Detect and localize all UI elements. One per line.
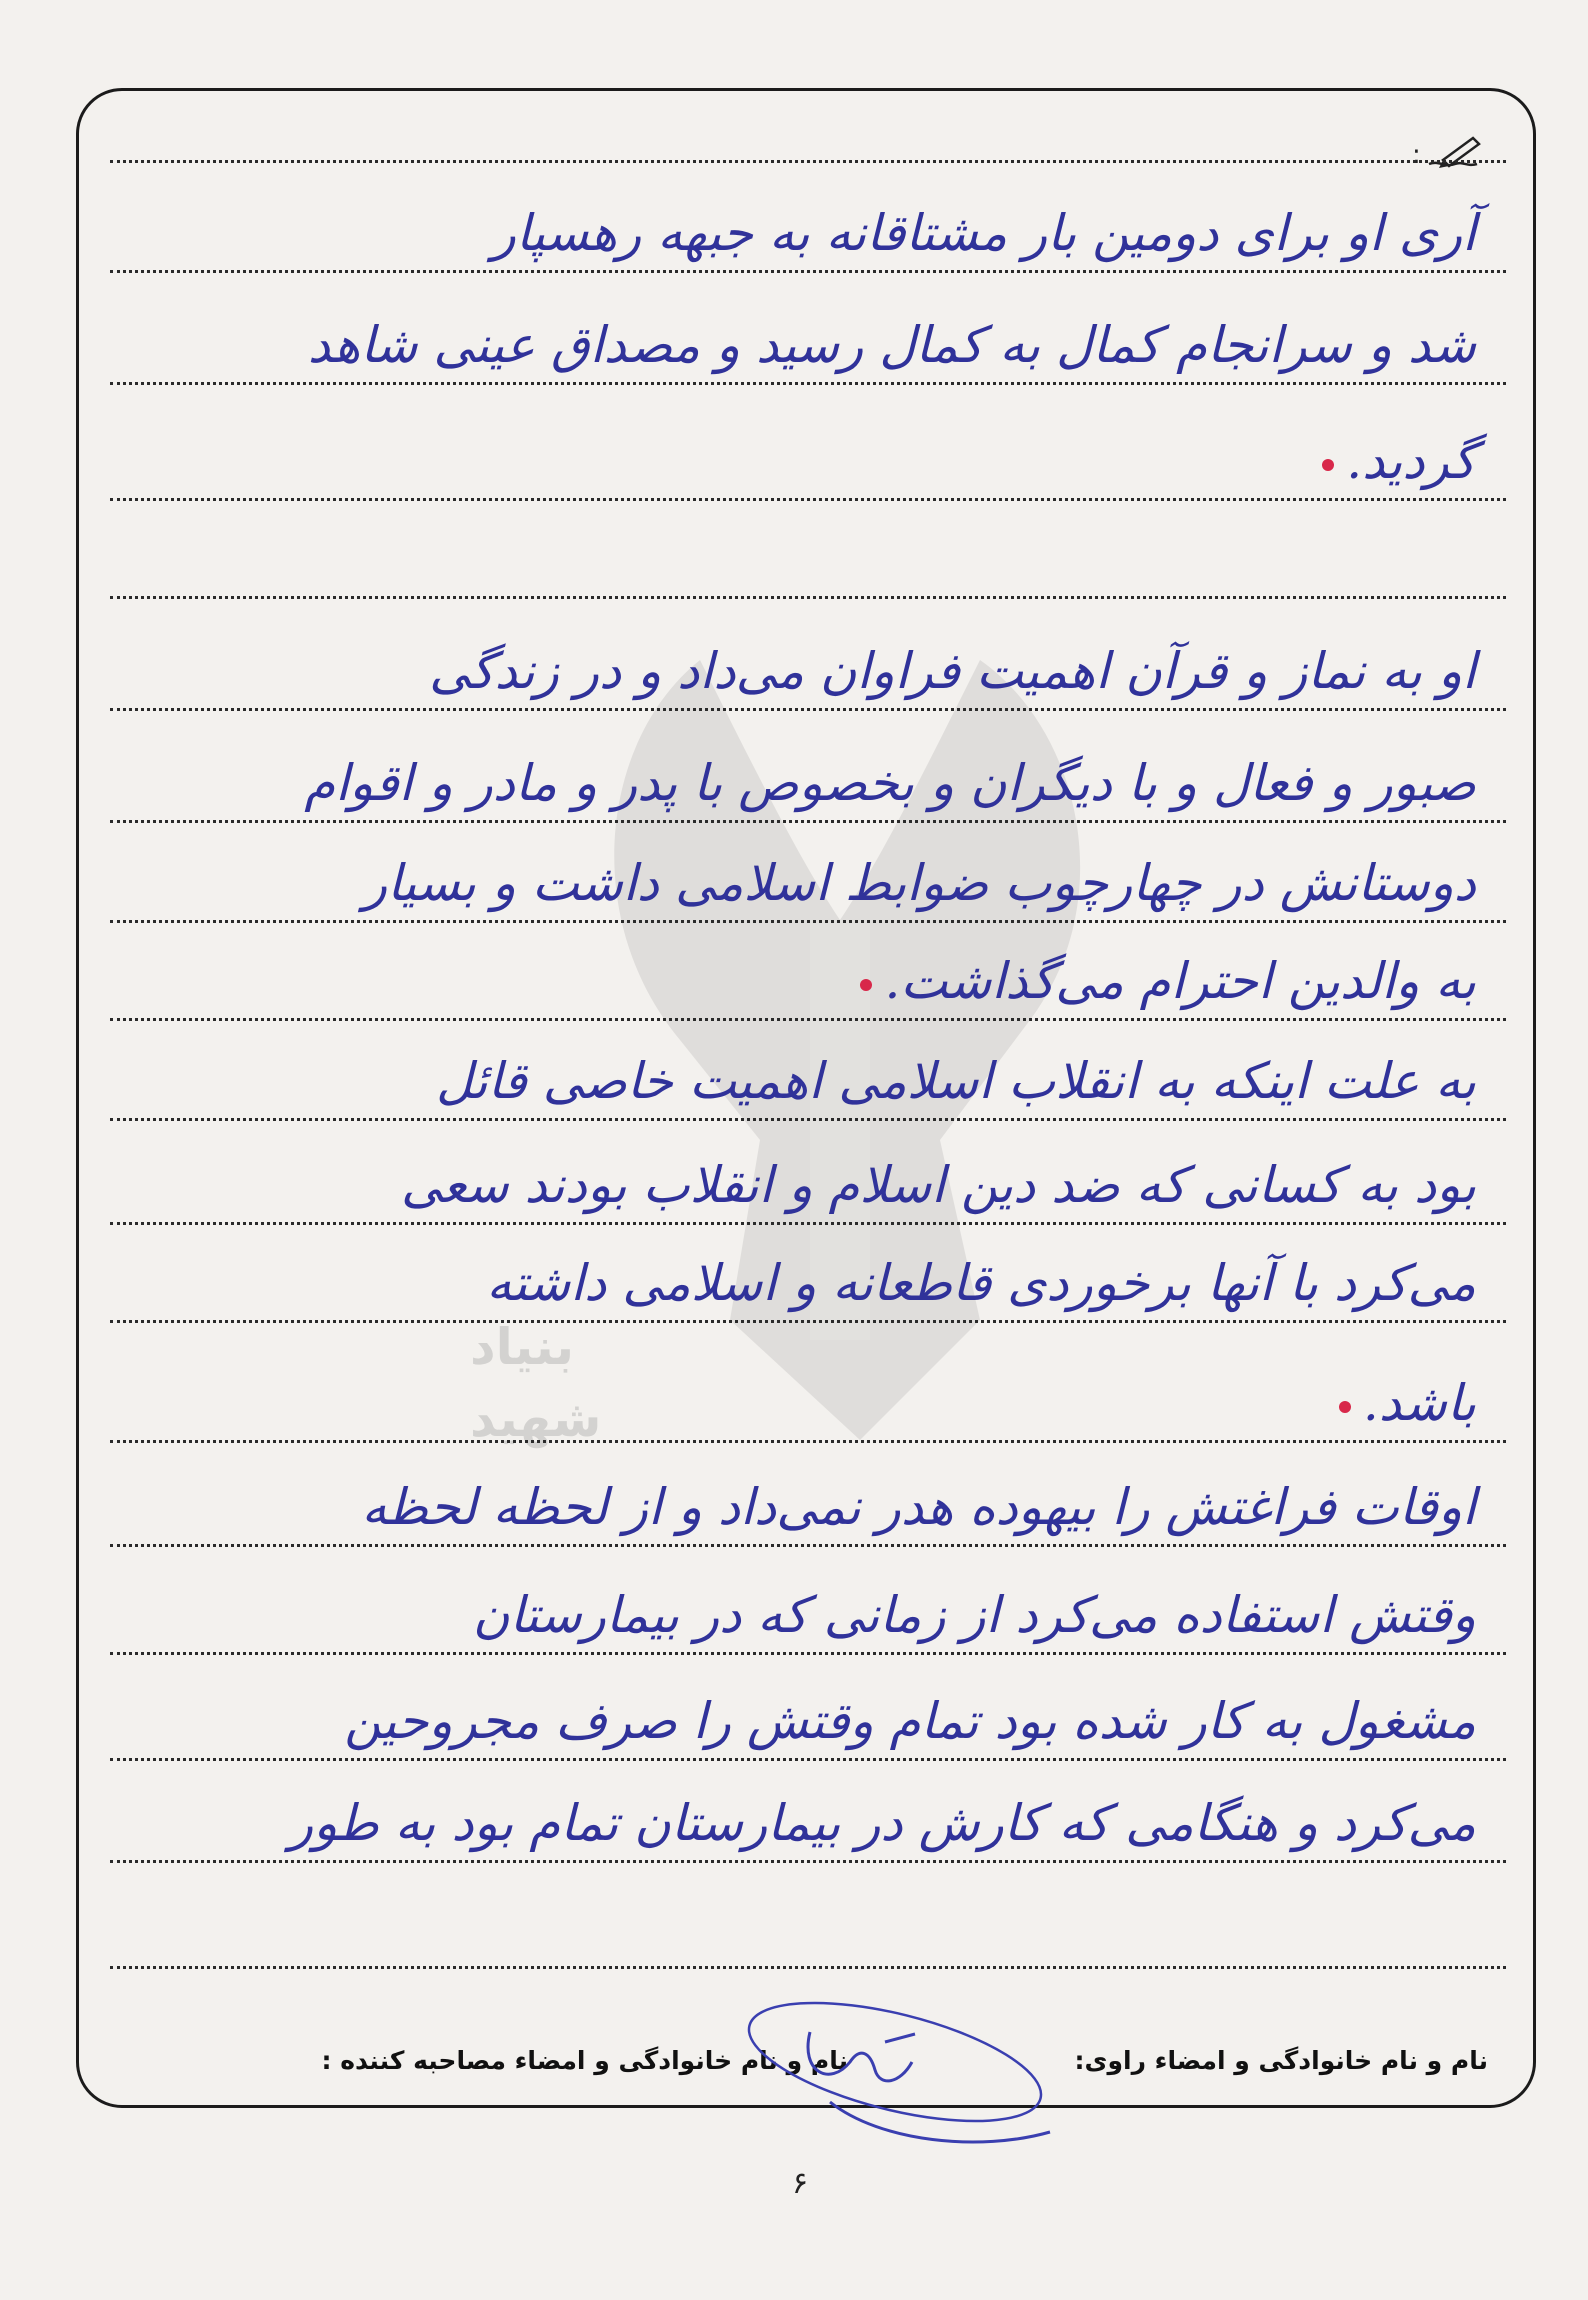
handwritten-line-text: مشغول به کار شده بود تمام وقتش را صرف مجروحین bbox=[344, 1692, 1476, 1750]
red-bullet-icon bbox=[860, 979, 872, 991]
interviewer-signature-label: نام و نام خانوادگی و امضاء مصاحبه کننده : bbox=[321, 2046, 848, 2075]
handwritten-line bbox=[106, 1586, 1476, 1644]
red-bullet-icon bbox=[1322, 459, 1334, 471]
handwritten-line bbox=[106, 432, 1476, 490]
handwritten-line-text: بود به کسانی که ضد دین اسلام و انقلاب بودند سعی bbox=[400, 1156, 1476, 1214]
page-number: ۶ bbox=[791, 2166, 809, 2201]
dotted-line bbox=[110, 1018, 1506, 1021]
handwritten-line bbox=[106, 1254, 1476, 1312]
watermark-text-2: شهید bbox=[470, 1390, 602, 1448]
handwritten-line bbox=[106, 1478, 1476, 1536]
dotted-line bbox=[110, 820, 1506, 823]
handwritten-line-text: باشد. bbox=[1362, 1374, 1476, 1432]
handwritten-line bbox=[106, 1794, 1476, 1852]
dotted-line bbox=[110, 1860, 1506, 1863]
dotted-line bbox=[110, 1544, 1506, 1547]
handwritten-line-text: به علت اینکه به انقلاب اسلامی اهمیت خاصی قائل bbox=[435, 1052, 1476, 1110]
dotted-line bbox=[110, 270, 1506, 273]
pen-writing-icon bbox=[1425, 134, 1483, 172]
handwritten-line-text: آری او برای دومین بار مشتاقانه به جبهه رهسپار bbox=[491, 204, 1476, 262]
handwritten-line-text: به والدین احترام می‌گذاشت. bbox=[884, 952, 1476, 1010]
dotted-line bbox=[110, 1440, 1506, 1443]
handwritten-line-text: او به نماز و قرآن اهمیت فراوان می‌داد و در زندگی bbox=[429, 642, 1476, 700]
header-colon: : bbox=[1412, 140, 1421, 170]
dotted-line bbox=[110, 498, 1506, 501]
signature-icon bbox=[680, 1992, 1110, 2162]
handwritten-line-text: می‌کرد با آنها برخوردی قاطعانه و اسلامی داشته bbox=[486, 1254, 1476, 1312]
handwritten-line bbox=[106, 1374, 1476, 1432]
dotted-line bbox=[110, 708, 1506, 711]
dotted-line bbox=[110, 1118, 1506, 1121]
dotted-line bbox=[110, 382, 1506, 385]
handwritten-line bbox=[106, 952, 1476, 1010]
watermark-text-1: بنیاد bbox=[470, 1318, 575, 1376]
handwritten-line bbox=[106, 1156, 1476, 1214]
handwritten-line-text: صبور و فعال و با دیگران و بخصوص با پدر و مادر و اقوام bbox=[304, 754, 1476, 812]
handwritten-line-text: گردید. bbox=[1346, 432, 1476, 490]
handwritten-line-text: اوقات فراغتش را بیهوده هدر نمی‌داد و از لحظه لحظه bbox=[361, 1478, 1476, 1536]
handwritten-line bbox=[106, 642, 1476, 700]
handwritten-line bbox=[106, 204, 1476, 262]
dotted-line bbox=[110, 1652, 1506, 1655]
narrator-signature-label: نام و نام خانوادگی و امضاء راوی: bbox=[1074, 2046, 1488, 2075]
handwritten-line bbox=[106, 1692, 1476, 1750]
handwritten-line-text: دوستانش در چهارچوب ضوابط اسلامی داشت و بسیار bbox=[362, 854, 1476, 912]
handwritten-line bbox=[106, 1052, 1476, 1110]
dotted-line bbox=[110, 1966, 1506, 1969]
dotted-line bbox=[110, 920, 1506, 923]
dotted-line bbox=[110, 1320, 1506, 1323]
handwritten-line-text: شد و سرانجام کمال به کمال رسید و مصداق عینی شاهد bbox=[307, 316, 1476, 374]
dotted-line bbox=[110, 1758, 1506, 1761]
handwritten-line bbox=[106, 854, 1476, 912]
dotted-line bbox=[110, 596, 1506, 599]
watermark-emblem-icon bbox=[560, 620, 1120, 1480]
dotted-line bbox=[110, 160, 1506, 163]
handwritten-line bbox=[106, 754, 1476, 812]
handwritten-line-text: وقتش استفاده می‌کرد از زمانی که در بیمارستان bbox=[472, 1586, 1476, 1644]
dotted-line bbox=[110, 1222, 1506, 1225]
red-bullet-icon bbox=[1339, 1401, 1351, 1413]
handwritten-line bbox=[106, 316, 1476, 374]
handwritten-line-text: می‌کرد و هنگامی که کارش در بیمارستان تمام بود به طور bbox=[289, 1794, 1476, 1852]
